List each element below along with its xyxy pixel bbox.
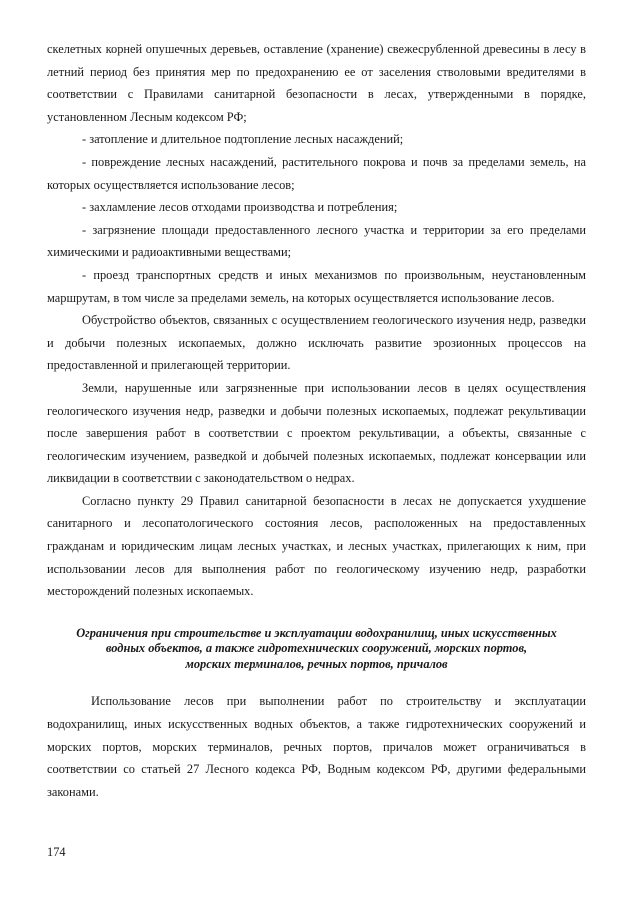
list-item-pollution: - загрязнение площади предоставленного лесного участка и территории за его пределами химическими и радиоактивными веществами; <box>47 222 586 260</box>
list-item-vehicle-passage: - проезд транспортных средств и иных механизмов по произвольным, неустановленным маршрутам, в том числе за пределами земель, на которых осуществляется использование лесов. <box>47 267 586 305</box>
list-item-flooding: - затопление и длительное подтопление лесных насаждений; <box>82 132 404 147</box>
section-heading-line: водных объектов, а также гидротехнических сооружений, морских портов, <box>105 641 528 656</box>
section-heading-line: Ограничения при строительстве и эксплуатации водохранилищ, иных искусственных <box>76 625 557 640</box>
section-heading-line: морских терминалов, речных портов, причалов <box>185 656 448 671</box>
paragraph-sanitary-rules: Согласно пункту 29 Правил санитарной безопасности в лесах не допускается ухудшение санитарного и лесопатологического состояния лесов, расположенных на предоставленных гражданам и юридическим лицам лесных участках, и лесных участках, прилегающих к ним, при использовании лесов для выполнения работ по геологическому изучению недр, разработки месторождений полезных ископаемых. <box>47 493 586 599</box>
list-item-littering: - захламление лесов отходами производства и потребления; <box>82 200 398 215</box>
page-number: 174 <box>47 845 66 859</box>
paragraph-continuation: скелетных корней опушечных деревьев, оставление (хранение) свежесрубленной древесины в лесу в летний период без принятия мер по предохранению ее от заселения стволовыми вредителями в соответствии с Правилами санитарной безопасности в лесах, утвержденными в порядке, установленном Лесным кодексом РФ; <box>47 42 586 124</box>
list-item-damage: - повреждение лесных насаждений, растительного покрова и почв за пределами земель, на которых осуществляется использование лесов; <box>47 154 586 192</box>
paragraph-lands-recultivation: Земли, нарушенные или загрязненные при использовании лесов в целях осуществления геологического изучения недр, разведки и добычи полезных ископаемых, подлежат рекультивации после завершения работ в соответствии с проектом рекультивации, а объекты, связанные с геологическим изучением, разведкой и добычей полезных ископаемых, подлежат консервации или ликвидации в соответствии с законодательством о недрах. <box>47 380 586 486</box>
section-heading <box>47 626 586 673</box>
paragraph-facilities: Обустройство объектов, связанных с осуществлением геологического изучения недр, разведки и добычи полезных ископаемых, должно исключать развитие эрозионных процессов на предоставленной и прилегающей территории. <box>47 313 586 373</box>
paragraph-reservoirs: Использование лесов при выполнении работ по строительству и эксплуатации водохранилищ, иных искусственных водных объектов, а также гидротехнических сооружений и морских портов, морских терминалов, речных портов, причалов может ограничиваться в соответствии со статьей 27 Лесного кодекса РФ, Водным кодексом РФ, другими федеральными законами. <box>47 694 586 799</box>
